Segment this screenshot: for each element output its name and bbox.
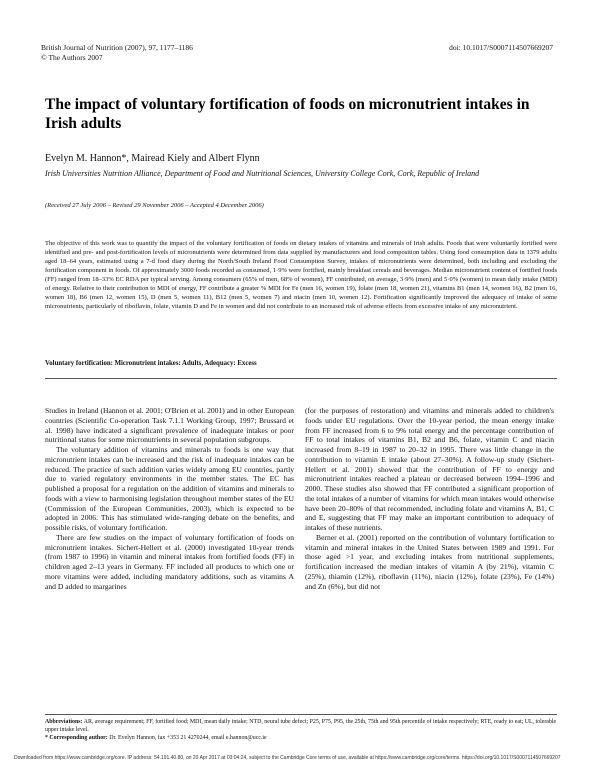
download-notice[interactable]: Downloaded from https://www.cambridge.org/core. IP address: 54.191.40.80, on 20 Apr 2017 at 03:04:24, subject to the Cambridge Core terms of use, available at https://www.cambridge.org/core/terms. https://doi.org/10.1017/S0007114507669207: [14, 755, 561, 761]
corresponding-label: * Corresponding author:: [45, 735, 108, 741]
journal-citation: [41, 43, 193, 62]
copyright: © The Authors 2007: [41, 52, 103, 62]
paragraph: Berner et al. (2001) reported on the contribution of voluntary fortification to vitamin and mineral intakes in the United States between 1989 and 1991. For those aged >1 year, and excluding intakes from nutritional supplements, fortification increased the median intakes of vitamin A (by 21%), vitamin C (25%), thiamin (12%), riboflavin (11%), niacin (12%), folate (23%), Fe (14%) and Zn (6%), but did not: [305, 532, 554, 591]
abbreviations-text: AR, average requirement; FF, fortified food; MDI, mean daily intake; NTD, neural tube defect; P25, P75, P95, the 25th, 75th and 95th percentile of intake respectively; RTE, ready to eat; UL, tolerable upper intake level.: [45, 719, 557, 733]
paragraph: There are few studies on the impact of voluntary fortification of foods on micronutrient intakes. Sichert-Hellert et al. (2000) investigated 10-year trends (from 1987 to 1996) in vitamin and mineral intakes from fortified foods (FF) in children aged 2–13 years in Germany. FF included all products to which one or more vitamins were added, including mandatory additions, such as vitamins A and D added to margarines: [45, 532, 294, 591]
received-dates: (Received 27 July 2006 – Revised 29 November 2006 – Accepted 4 December 2006): [45, 202, 264, 209]
corresponding-author-footnote: [45, 734, 557, 742]
doi[interactable]: doi: 10.1017/S0007114507669207: [449, 43, 553, 52]
body-column-left: [45, 406, 294, 591]
abbreviations-footnote: [45, 718, 557, 734]
paragraph: The voluntary addition of vitamins and minerals to foods is one way that micronutrient intakes can be increased and the risk of inadequate intakes can be reduced. The practice of such addition varies widely among EU countries, partly due to varied regulatory environments in the member states. The EC has published a proposal for a regulation on the addition of vitamins and minerals to foods with a view to harmonising legislation throughout member states of the EU (Commission of the European Communities, 2003), which is expected to be adopted in 2006. This has stimulated wide-ranging debate on the benefits, and possible risks, of voluntary fortification.: [45, 445, 294, 532]
article-title: The impact of voluntary fortification of foods on micronutrient intakes in Irish adults: [45, 96, 530, 132]
authors: Evelyn M. Hannon*, Mairead Kiely and Albert Flynn: [45, 153, 260, 164]
journal-line: British Journal of Nutrition (2007), 97, 1177–1186: [41, 43, 193, 52]
footnotes: [45, 718, 557, 742]
footnote-divider: [45, 714, 557, 715]
paragraph: Studies in Ireland (Hannon et al. 2001; O'Brien et al. 2001) and in other European countries (Scientific Co-operation Task 7.1.1 Working Group, 1997; Brussard et al. 1998) have indicated a significant prevalence of inadequate intakes or poor nutritional status for some micronutrients in several population subgroups.: [45, 406, 294, 445]
affiliation: Irish Universities Nutrition Alliance, Department of Food and Nutritional Sciences, University College Cork, Cork, Republic of Ireland: [45, 169, 480, 178]
abstract: The objective of this work was to quantify the impact of the voluntary fortification of foods on dietary intakes of vitamins and minerals of Irish adults. Foods that were voluntarily fortified were identified and pre- and post-fortification levels of micronutrients were determined from data supplied by manufacturers and food composition tables. Using food consumption data in 1379 adults aged 18–64 years, estimated using a 7-d food diary during the North/South Ireland Food Consumption Survey, intakes of micronutrients were determined, both including and excluding the fortification component in foods. Of approximately 3000 foods recorded as consumed, 1·9% were fortified, mainly breakfast cereals and beverages. Median micronutrient content of fortified foods (FF) ranged from 18–33% EC RDA per typical serving. Among consumers (65% of men, 68% of women), FF contributed, on average, 3·9% (men) and 5·0% (women) to mean daily intake (MDI) of energy. Relative to their contribution to MDI of energy, FF contribute a greater % MDI for Fe (men 16, women 19), folate (men 18, women 21), vitamins B1 (men 14, women 16), B2 (men 16, women 18), B6 (men 12, women 15), D (men 5, women 11), B12 (men 5, women 7) and niacin (men 10, women 12). Fortification significantly improved the adequacy of intake of some micronutrients, particularly of riboflavin, folate, vitamin D and Fe in women and did not contribute to an increased risk of adverse effects from excessive intake of any micronutrient.: [45, 240, 557, 311]
corresponding-text: Dr. Evelyn Hannon, fax +353 21 4270244, email e.hannon@ucc.ie: [109, 735, 267, 741]
body-column-right: [305, 406, 554, 591]
paragraph: (for the purposes of restoration) and vitamins and minerals added to children's foods under EU regulations. Over the 10-year period, the mean energy intake from FF increased from 6 to 9% total energy and the percentage contribution of FF to total intakes of vitamins B1, B2 and B6, folate, vitamin C and niacin increased from 8–19 in 1987 to 20–32 in 1995. There was little change in the contribution to vitamin E intake (about 27–30%). A follow-up study (Sichert-Hellert et al. 2001) showed that the contribution of FF to energy and micronutrient intakes reached a plateau or decreased between 1994–1996 and 2000. These studies also showed that FF contributed a significant proportion of the total intakes of a number of vitamins for which mean intakes would otherwise have been 20–80% of that recommended, including folate and vitamins A, B1, C and E, suggesting that FF may make an important contribution to adequacy of intakes of these nutrients.: [305, 406, 554, 532]
keyword-divider: [45, 378, 557, 379]
keywords: Voluntary fortification: Micronutrient intakes: Adults, Adequacy: Excess: [45, 360, 257, 367]
abbreviations-label: Abbreviations:: [45, 719, 83, 725]
